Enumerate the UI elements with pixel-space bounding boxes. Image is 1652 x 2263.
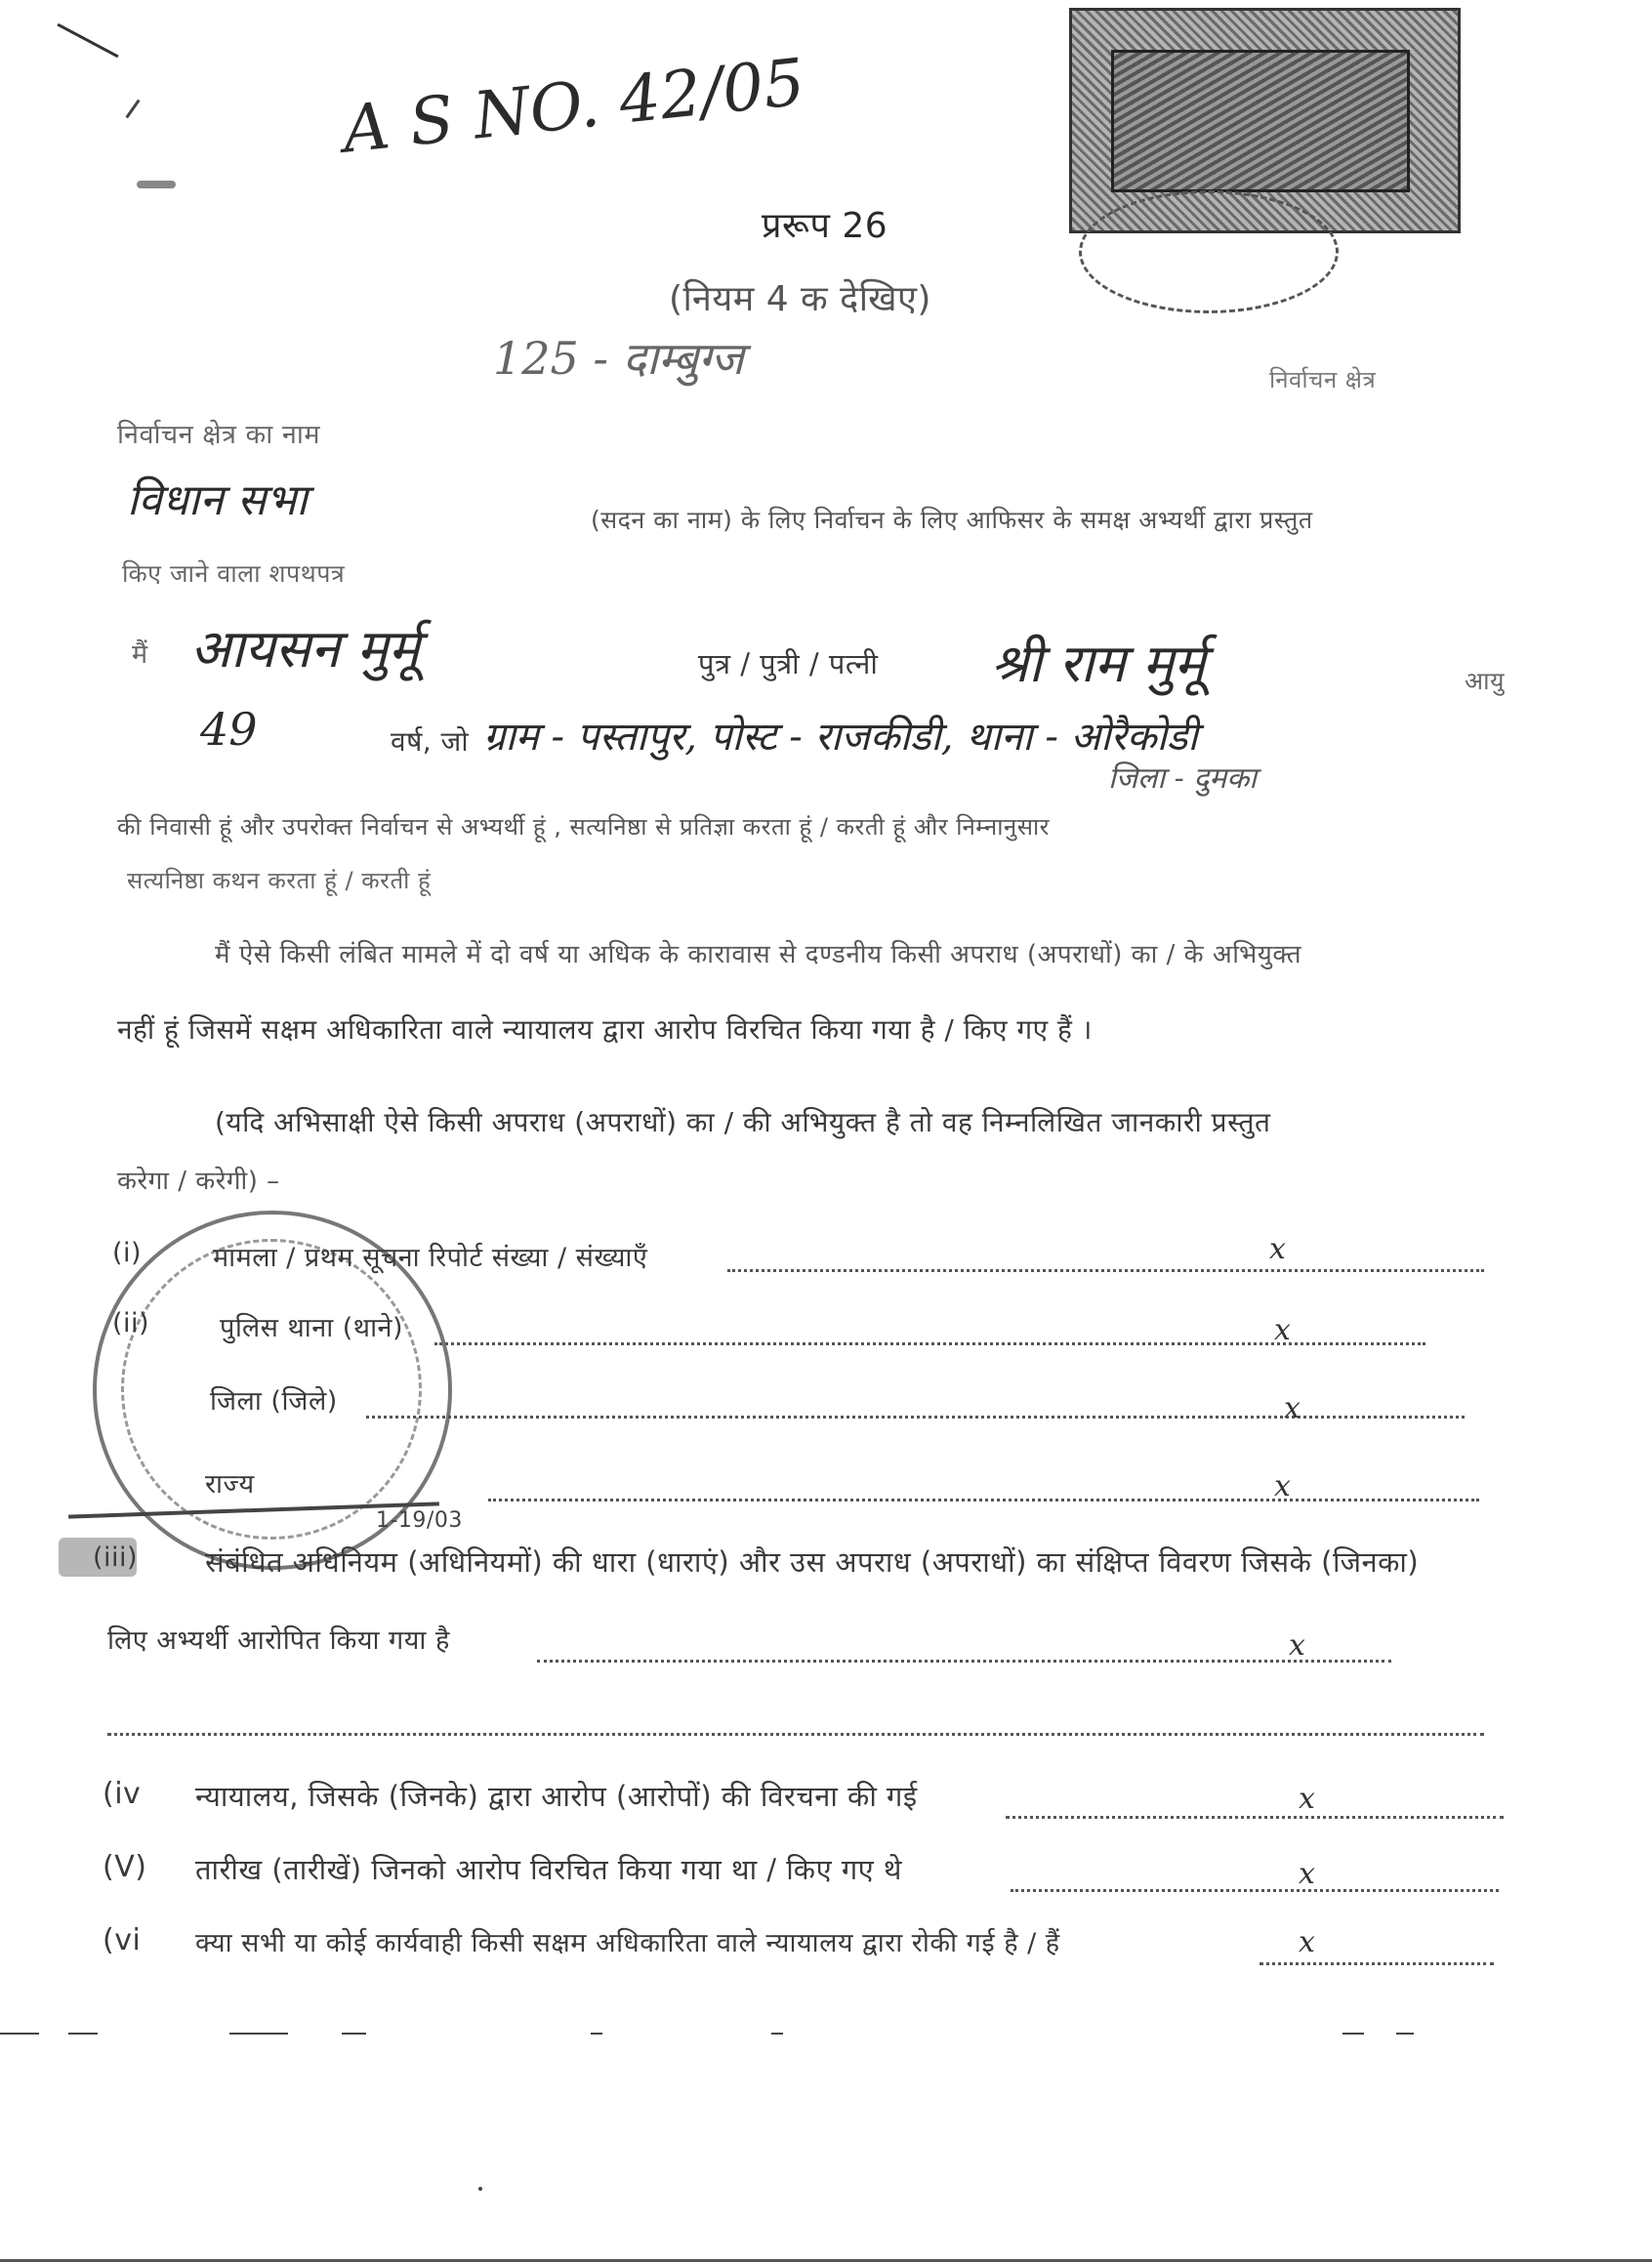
item-iii-dotted-line-1 [537,1660,1391,1663]
item-v-dotted-line [1011,1889,1499,1892]
district-cross-mark: x [1284,1391,1301,1425]
constituency-label: निर्वाचन क्षेत्र का नाम [117,420,320,450]
page-bottom-rule [0,2259,1652,2262]
bottom-dash [591,2033,602,2035]
item-iv-dotted-line [1006,1816,1504,1819]
item-iii-label-1: संबंधित अधिनियम (अधिनियमों) की धारा (धाराएं) और उस अपराध (अपराधों) का संक्षिप्त विवरण जिसके (जिनका) [205,1545,1420,1579]
intro-line-2: किए जाने वाला शपथपत्र [122,559,346,588]
father-name-handwritten: श्री राम मुर्मू [991,633,1206,694]
district-label: जिला (जिले) [210,1386,338,1417]
item-iii-label-2: लिए अभ्यर्थी आरोपित किया गया है [107,1625,450,1656]
stray-smudge [137,181,176,188]
item-vi-cross-mark: x [1299,1925,1315,1959]
bottom-dash [771,2033,783,2035]
top-right-label: निर्वाचन क्षेत्र [1269,366,1377,393]
item-vi-dotted-line [1260,1962,1494,1965]
district-handwritten: जिला - दुमका [1108,761,1258,796]
bottom-dash [1342,2033,1364,2035]
item-ii-cross-mark: x [1274,1313,1291,1347]
bottom-dash [68,2033,98,2035]
item-i-cross-mark: x [1269,1232,1286,1266]
name-prefix: मैं [132,639,148,670]
paragraph-line-1: मैं ऐसे किसी लंबित मामले में दो वर्ष या अधिक के कारावास से दण्डनीय किसी अपराध (अपराधों) का / के अभियुक्त [215,940,1302,969]
item-ii-number: (ii) [112,1308,150,1338]
bottom-dash [229,2033,288,2035]
notary-seal-number: 1-19/03 [376,1508,463,1533]
state-dotted-line [488,1499,1479,1502]
rule-reference: (नियम 4 क देखिए) [669,279,931,319]
handwritten-constituency-code: 125 - दाम्बुग्ज [493,332,744,385]
item-i-dotted-line [727,1269,1484,1272]
item-v-number: (V) [103,1850,147,1884]
item-iii-dotted-line-2 [107,1733,1484,1736]
stray-pen-mark [57,23,118,59]
intro-line-4: सत्यनिष्ठा कथन करता हूं / करती हूं [127,867,432,894]
paragraph-line-2: नहीं हूं जिसमें सक्षम अधिकारिता वाले न्यायालय द्वारा आरोप विरचित किया गया है / किए गए हैं । [117,1013,1093,1046]
item-vi-number: (vi [103,1923,142,1957]
intro-line-3: की निवासी हूं और उपरोक्त निर्वाचन से अभ्यर्थी हूं , सत्यनिष्ठा से प्रतिज्ञा करता हूं / करती हूं और निम्नानुसार [117,813,1050,841]
constituency-handwritten: विधान सभा [127,475,308,525]
item-iii-number: (iii) [93,1543,139,1573]
item-vi-label: क्या सभी या कोई कार्यवाही किसी सक्षम अधिकारिता वाले न्यायालय द्वारा रोकी गई है / हैं [195,1928,1060,1958]
relation-label: पुत्र / पुत्री / पत्नी [698,647,879,680]
address-handwritten: ग्राम - पस्तापुर, पोस्ट - राजकीडी, थाना - ओरैकोडी [483,715,1198,760]
item-v-label: तारीख (तारीखें) जिनको आरोप विरचित किया गया था / किए गए थे [195,1853,902,1886]
bottom-dash [0,2033,39,2035]
item-i-label: मामला / प्रथम सूचना रिपोर्ट संख्या / संख्याएँ [213,1243,648,1273]
age-label: वर्ष, जो [391,725,470,758]
item-iv-cross-mark: x [1299,1782,1315,1816]
age-suffix: आयु [1465,667,1506,695]
intro-line-1: (सदन का नाम) के लिए निर्वाचन के लिए आफिसर के समक्ष अभ्यर्थी द्वारा प्रस्तुत [591,506,1313,534]
paragraph-note-1: (यदि अभिसाक्षी ऐसे किसी अपराध (अपराधों) का / की अभियुक्त है तो वह निम्नलिखित जानकारी प्रस्तुत [215,1106,1271,1138]
item-ii-label: पुलिस थाना (थाने) [220,1313,404,1343]
state-cross-mark: x [1274,1469,1291,1503]
form-title: प्ररूप 26 [762,206,888,246]
item-iv-number: (iv [103,1777,142,1811]
stray-pen-mark [125,100,140,119]
age-handwritten: 49 [200,703,258,756]
item-iii-cross-mark: x [1289,1628,1305,1663]
paragraph-note-2: करेगा / करेगी) – [117,1167,280,1196]
state-label: राज्य [205,1469,255,1500]
deponent-name-handwritten: आयसन मुर्मू [190,618,420,679]
handwritten-reference: A S NO. 42/05 [339,44,808,168]
stamp-cancellation-seal [1079,190,1339,313]
bottom-dash [342,2033,366,2035]
stray-dot [478,2187,482,2191]
item-v-cross-mark: x [1299,1857,1315,1891]
item-i-number: (i) [112,1238,143,1268]
bottom-dash [1396,2033,1414,2035]
item-iv-label: न्यायालय, जिसके (जिनके) द्वारा आरोप (आरोपों) की विरचना की गई [195,1780,918,1813]
